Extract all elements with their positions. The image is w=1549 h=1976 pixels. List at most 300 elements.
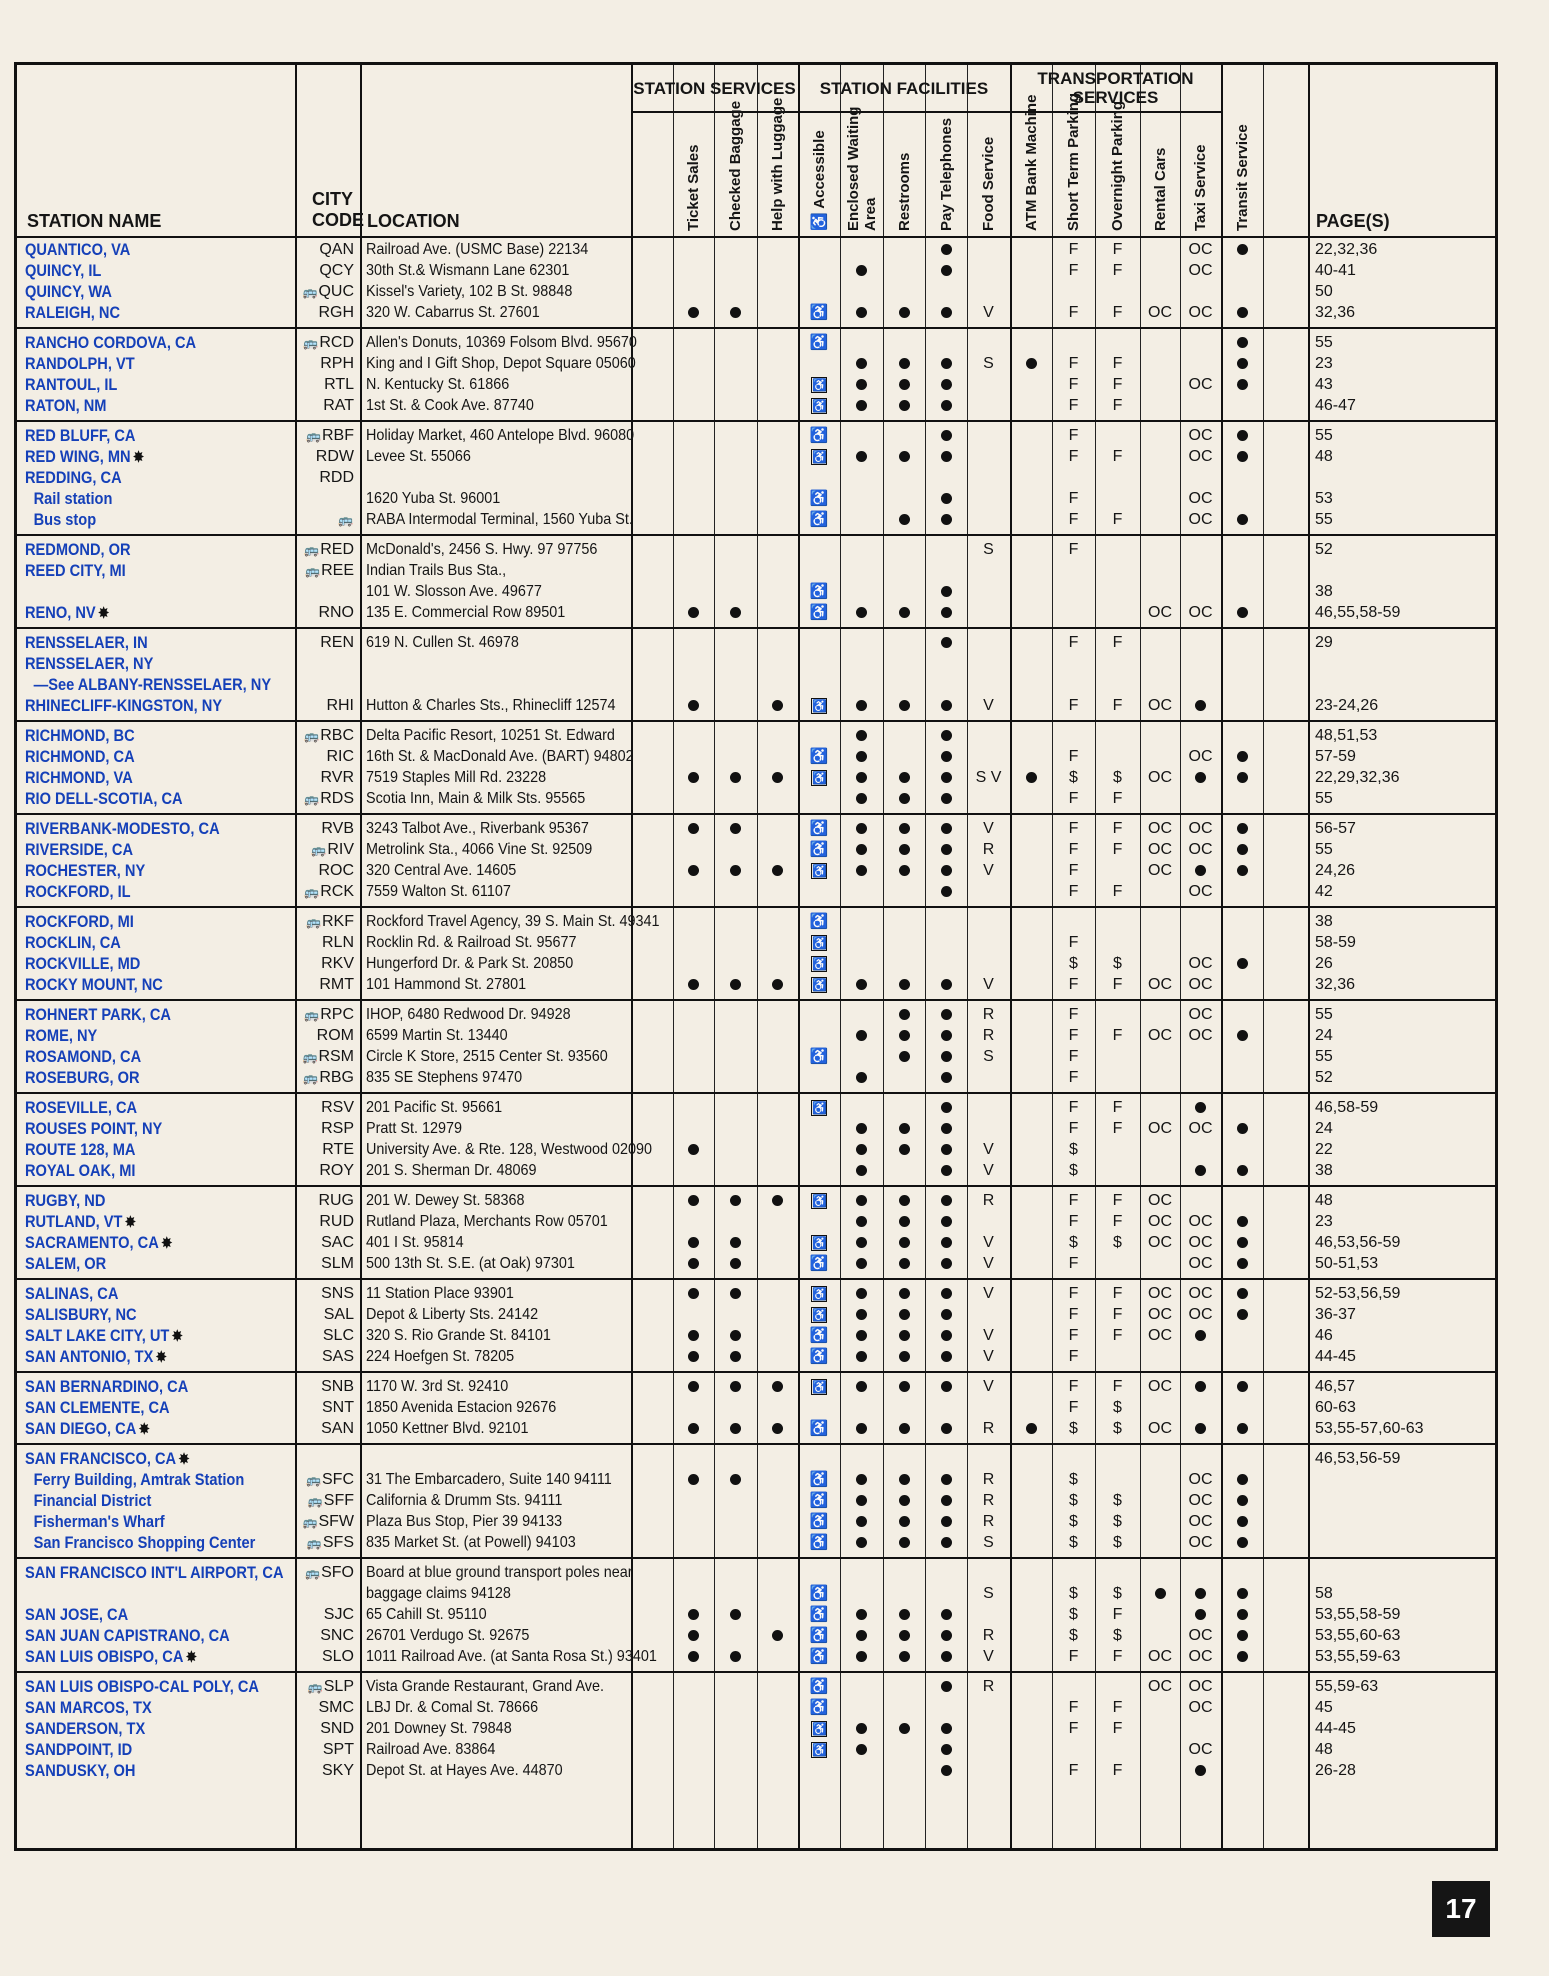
- service-mark: [925, 839, 967, 860]
- dot-icon: [1195, 1102, 1206, 1113]
- service-mark-text: $: [1069, 1234, 1078, 1251]
- dot-icon: [899, 793, 910, 804]
- station-name-text: San Francisco Shopping Center: [33, 1533, 256, 1552]
- table-row: [17, 1283, 1495, 1304]
- service-mark: [967, 695, 1010, 716]
- location: N. Kentucky St. 61866: [366, 376, 510, 393]
- service-mark-text: $: [1113, 1585, 1122, 1602]
- service-mark-text: OC: [1188, 427, 1213, 444]
- city-code: [299, 1097, 354, 1118]
- service-mark: [1052, 839, 1095, 860]
- service-mark: [1052, 446, 1095, 467]
- station-name-text: SAN MARCOS, TX: [25, 1698, 152, 1717]
- service-mark-text: $: [1113, 769, 1122, 786]
- city-code-text: RGH: [318, 304, 354, 321]
- service-mark: [840, 1232, 883, 1253]
- dot-icon: [941, 772, 952, 783]
- station-name-text: RIVERBANK-MODESTO, CA: [25, 819, 220, 838]
- dot-icon: [1237, 751, 1248, 762]
- service-mark: [1052, 1190, 1095, 1211]
- service-mark: [1180, 1376, 1221, 1397]
- service-mark-text: R: [982, 1192, 995, 1209]
- city-code: [299, 560, 354, 582]
- service-mark: [798, 1283, 840, 1304]
- service-mark: [798, 425, 840, 446]
- city-code-text: REE: [321, 562, 354, 579]
- table-row: [17, 932, 1495, 953]
- service-mark: [967, 1490, 1010, 1511]
- service-mark: [883, 1625, 925, 1646]
- station-name-text: SANDUSKY, OH: [25, 1761, 136, 1780]
- column-header: Restrooms: [895, 152, 913, 231]
- station-name-text: RALEIGH, NC: [25, 303, 121, 322]
- dot-icon: [899, 1609, 910, 1620]
- dot-icon: [856, 1165, 867, 1176]
- location: McDonald's, 2456 S. Hwy. 97 97756: [366, 541, 598, 558]
- service-mark: [883, 395, 925, 416]
- service-mark-text: F: [1112, 820, 1123, 837]
- service-mark: [840, 1604, 883, 1625]
- service-mark: [1095, 1760, 1140, 1781]
- service-mark: [840, 746, 883, 767]
- service-mark: [840, 1139, 883, 1160]
- dot-icon: [1237, 1630, 1248, 1641]
- service-mark: [798, 446, 840, 467]
- thruway-star-icon: ✸: [138, 1421, 150, 1438]
- service-mark: [840, 1469, 883, 1490]
- dot-icon: [941, 307, 952, 318]
- service-mark-text: V: [983, 304, 994, 321]
- service-mark-text: OC: [1148, 1648, 1172, 1665]
- service-mark: [1095, 1625, 1140, 1646]
- city-code: [299, 1418, 354, 1439]
- dot-icon: [730, 1330, 741, 1341]
- accessible-icon: ♿: [809, 1471, 829, 1488]
- service-mark: [840, 1025, 883, 1046]
- location: 500 13th St. S.E. (at Oak) 97301: [366, 1255, 575, 1272]
- dot-icon: [941, 1495, 952, 1506]
- station-name: [25, 1604, 128, 1625]
- table-row: [17, 395, 1495, 416]
- station-name: [25, 788, 183, 809]
- dot-icon: [1237, 1381, 1248, 1392]
- station-name: [25, 1532, 255, 1553]
- city-code-text: SMC: [318, 1699, 354, 1716]
- location: 835 Market St. (at Powell) 94103: [366, 1534, 576, 1551]
- dot-icon: [772, 979, 783, 990]
- pages: 48: [1315, 1192, 1333, 1209]
- accessible-icon: ♿: [809, 1627, 829, 1644]
- table-row: [17, 425, 1495, 446]
- dot-icon: [1195, 1165, 1206, 1176]
- service-mark-text: V: [983, 1648, 994, 1665]
- service-mark: [925, 1211, 967, 1232]
- service-mark-text: S: [983, 355, 994, 372]
- service-mark: [967, 1232, 1010, 1253]
- dot-icon: [941, 979, 952, 990]
- city-code: [299, 1118, 354, 1139]
- station-name: [25, 1190, 105, 1211]
- service-mark: [925, 881, 967, 902]
- service-mark: [714, 1604, 757, 1625]
- table-row: [17, 953, 1495, 974]
- dot-icon: [941, 1651, 952, 1662]
- dot-icon: [941, 1765, 952, 1776]
- table-row: [17, 1046, 1495, 1067]
- pages: 48: [1315, 1741, 1333, 1758]
- service-mark: [798, 1676, 840, 1697]
- service-mark: [1052, 302, 1095, 323]
- service-mark: [1140, 1232, 1180, 1253]
- dot-icon: [688, 1258, 699, 1269]
- fully-accessible-icon: ♿: [812, 864, 827, 878]
- service-mark-text: OC: [1188, 1513, 1213, 1530]
- station-name: [25, 1697, 152, 1718]
- dot-icon: [856, 1537, 867, 1548]
- service-mark-text: $: [1069, 769, 1078, 786]
- pages: 38: [1315, 913, 1333, 930]
- pages: 46-47: [1315, 397, 1356, 414]
- service-mark: [798, 332, 840, 353]
- service-mark: [1140, 1025, 1180, 1046]
- dot-icon: [856, 751, 867, 762]
- dot-icon: [856, 1630, 867, 1641]
- table-row: [17, 788, 1495, 809]
- column-header: Help with Luggage: [769, 97, 786, 231]
- station-name: [25, 860, 145, 881]
- service-mark: [840, 1718, 883, 1739]
- service-mark: [1052, 860, 1095, 881]
- service-mark-text: OC: [1188, 1648, 1213, 1665]
- service-mark-text: $: [1069, 1162, 1078, 1179]
- pages: 38: [1315, 583, 1333, 600]
- dot-icon: [941, 730, 952, 741]
- service-mark: [1052, 1118, 1095, 1139]
- service-mark-text: OC: [1148, 1120, 1172, 1137]
- dot-icon: [941, 1351, 952, 1362]
- city-code: [299, 1325, 354, 1346]
- table-row: [17, 746, 1495, 767]
- dot-icon: [856, 1144, 867, 1155]
- location: Railroad Ave. (USMC Base) 22134: [366, 241, 589, 258]
- service-mark: [925, 1232, 967, 1253]
- station-name-text: RENSSELAER, IN: [25, 633, 148, 652]
- bus-icon: 🚌: [307, 1680, 321, 1694]
- city-code-text: SAL: [323, 1306, 354, 1323]
- city-code: [299, 818, 354, 839]
- city-code-text: RDS: [320, 790, 354, 807]
- table-row: [17, 1697, 1495, 1718]
- station-name-text: QUINCY, WA: [25, 282, 112, 301]
- header-pages: PAGE(S): [1316, 211, 1390, 231]
- service-mark-text: OC: [1148, 1327, 1172, 1344]
- service-mark: [1140, 1118, 1180, 1139]
- dot-icon: [730, 1237, 741, 1248]
- table-row: [17, 1211, 1495, 1232]
- location: Railroad Ave. 83864: [366, 1741, 496, 1758]
- city-code-text: RBC: [320, 727, 354, 744]
- service-mark: [925, 1346, 967, 1367]
- service-mark: [840, 302, 883, 323]
- service-mark: [1221, 302, 1263, 323]
- service-mark: [1140, 1190, 1180, 1211]
- service-mark: [1180, 1511, 1221, 1532]
- accessible-icon: ♿: [809, 1606, 829, 1623]
- location: 1st St. & Cook Ave. 87740: [366, 397, 534, 414]
- service-mark: [925, 860, 967, 881]
- location: 1050 Kettner Blvd. 92101: [366, 1420, 529, 1437]
- service-mark: [673, 1418, 714, 1439]
- service-mark: [840, 839, 883, 860]
- pages: 55: [1315, 841, 1333, 858]
- service-mark-text: S: [983, 1534, 994, 1551]
- city-code-text: RVR: [320, 769, 354, 786]
- service-mark-text: F: [1112, 376, 1123, 393]
- city-code-text: QAN: [319, 241, 354, 258]
- service-mark: [1052, 374, 1095, 395]
- dot-icon: [1237, 1516, 1248, 1527]
- service-mark: [1095, 1490, 1140, 1511]
- service-mark: [1221, 374, 1263, 395]
- dot-icon: [688, 1630, 699, 1641]
- service-mark-text: S: [983, 1585, 994, 1602]
- service-mark-text: F: [1112, 397, 1123, 414]
- dot-icon: [1026, 358, 1037, 369]
- service-mark: [798, 1097, 840, 1118]
- service-mark-text: $: [1113, 1420, 1122, 1437]
- service-mark: [1180, 1418, 1221, 1439]
- service-mark-text: F: [1112, 1027, 1123, 1044]
- service-mark: [798, 1718, 840, 1739]
- location: Circle K Store, 2515 Center St. 93560: [366, 1048, 608, 1065]
- city-code-text: QUC: [318, 283, 354, 300]
- service-mark: [925, 695, 967, 716]
- location: 320 S. Rio Grande St. 84101: [366, 1327, 551, 1344]
- service-mark: [1180, 1097, 1221, 1118]
- service-mark: [798, 974, 840, 995]
- service-mark-text: OC: [1148, 1213, 1172, 1230]
- dot-icon: [856, 1195, 867, 1206]
- station-name-text: REDDING, CA: [25, 468, 122, 487]
- service-mark: [1221, 1211, 1263, 1232]
- station-name: [25, 1004, 171, 1025]
- table-row: [17, 581, 1495, 602]
- service-mark: [714, 1253, 757, 1274]
- city-code: [299, 1160, 354, 1181]
- dot-icon: [772, 772, 783, 783]
- service-mark: [1221, 1418, 1263, 1439]
- header-group: TRANSPORTATION SERVICES: [1037, 69, 1194, 107]
- service-mark: [840, 1067, 883, 1088]
- dot-icon: [772, 1381, 783, 1392]
- city-code: [299, 509, 354, 531]
- service-mark-text: $: [1069, 1585, 1078, 1602]
- location: Allen's Donuts, 10369 Folsom Blvd. 95670: [366, 334, 637, 351]
- service-mark: [1180, 1760, 1221, 1781]
- bus-icon: 🚌: [304, 729, 318, 743]
- service-mark: [1010, 767, 1052, 788]
- pages: 53,55-57,60-63: [1315, 1420, 1424, 1437]
- dot-icon: [941, 1744, 952, 1755]
- thruway-star-icon: ✸: [178, 1451, 190, 1468]
- accessible-icon: ♿: [809, 1648, 829, 1665]
- station-name: [25, 302, 120, 323]
- service-mark: [1095, 1376, 1140, 1397]
- city-code-text: RIC: [326, 748, 354, 765]
- service-mark: [714, 818, 757, 839]
- location: 224 Hoefgen St. 78205: [366, 1348, 515, 1365]
- service-mark: [883, 353, 925, 374]
- service-mark: [840, 602, 883, 623]
- service-mark-text: F: [1112, 634, 1123, 651]
- service-mark-text: F: [1068, 634, 1079, 651]
- table-row: [17, 467, 1495, 488]
- header-city-code: CITY CODE: [312, 189, 365, 230]
- section-rule: [17, 1278, 1495, 1280]
- service-mark: [1095, 632, 1140, 653]
- location: 401 I St. 95814: [366, 1234, 464, 1251]
- station-name: [25, 239, 130, 260]
- table-row: [17, 1190, 1495, 1211]
- column-header: Ticket Sales: [685, 144, 702, 231]
- pages: 32,36: [1315, 976, 1356, 993]
- pages: 53,55,58-59: [1315, 1606, 1401, 1623]
- thruway-star-icon: ✸: [98, 605, 110, 622]
- station-name: [25, 1253, 106, 1274]
- service-mark: [967, 1583, 1010, 1604]
- location: 201 Pacific St. 95661: [366, 1099, 503, 1116]
- service-mark: [1140, 302, 1180, 323]
- dot-icon: [856, 1309, 867, 1320]
- service-mark: [673, 1469, 714, 1490]
- service-mark-text: R: [982, 1513, 995, 1530]
- pages: 55: [1315, 427, 1333, 444]
- pages: 52: [1315, 1069, 1333, 1086]
- accessible-icon: ♿: [809, 490, 829, 507]
- location: Depot St. at Hayes Ave. 44870: [366, 1762, 563, 1779]
- section-rule: [17, 1557, 1495, 1559]
- station-name-text: RICHMOND, VA: [25, 768, 133, 787]
- service-mark: [840, 788, 883, 809]
- station-name: [25, 332, 196, 353]
- dot-icon: [856, 1288, 867, 1299]
- pages: 43: [1315, 376, 1333, 393]
- service-mark: [673, 302, 714, 323]
- station-name-text: —See ALBANY-RENSSELAER, NY: [33, 675, 272, 694]
- service-mark: [840, 818, 883, 839]
- service-mark: [1010, 1418, 1052, 1439]
- service-mark-text: F: [1112, 841, 1123, 858]
- city-code-text: ROY: [319, 1162, 354, 1179]
- service-mark: [1140, 695, 1180, 716]
- service-mark-text: F: [1068, 1648, 1079, 1665]
- service-mark: [798, 839, 840, 860]
- service-mark: [798, 488, 840, 509]
- service-mark: [798, 1376, 840, 1397]
- bus-icon: 🚌: [304, 885, 318, 899]
- service-mark-text: OC: [1148, 604, 1172, 621]
- table-row: [17, 374, 1495, 395]
- dot-icon: [856, 979, 867, 990]
- station-name-text: REED CITY, MI: [25, 561, 126, 580]
- service-mark: [1095, 1583, 1140, 1604]
- service-mark: [967, 1469, 1010, 1490]
- dot-icon: [1237, 1237, 1248, 1248]
- service-mark-text: $: [1113, 1513, 1122, 1530]
- service-mark: [798, 602, 840, 623]
- pages: 57-59: [1315, 748, 1356, 765]
- service-mark: [1180, 374, 1221, 395]
- pages: 53,55,59-63: [1315, 1648, 1401, 1665]
- service-mark-text: F: [1112, 1327, 1123, 1344]
- service-mark: [1095, 1118, 1140, 1139]
- station-name-text: ROHNERT PARK, CA: [25, 1005, 171, 1024]
- service-mark: [798, 1418, 840, 1439]
- station-name: [25, 1376, 188, 1397]
- location: University Ave. & Rte. 128, Westwood 02090: [366, 1141, 653, 1158]
- service-mark-text: V: [983, 1327, 994, 1344]
- service-mark-text: F: [1112, 1099, 1123, 1116]
- city-code-text: SND: [320, 1720, 354, 1737]
- service-mark: [1095, 1511, 1140, 1532]
- service-mark-text: F: [1112, 1762, 1123, 1779]
- service-mark: [1095, 1532, 1140, 1553]
- service-mark: [1095, 1418, 1140, 1439]
- dot-icon: [941, 823, 952, 834]
- dot-icon: [856, 358, 867, 369]
- service-mark: [1052, 1304, 1095, 1325]
- service-mark-text: OC: [1188, 1699, 1213, 1716]
- service-mark: [1095, 353, 1140, 374]
- service-mark: [1221, 839, 1263, 860]
- service-mark: [883, 1718, 925, 1739]
- city-code-text: SAC: [321, 1234, 354, 1251]
- service-mark: [714, 1283, 757, 1304]
- service-mark: [714, 1325, 757, 1346]
- station-name: [25, 1739, 132, 1760]
- station-name-text: SAN BERNARDINO, CA: [25, 1377, 189, 1396]
- service-mark: [714, 1376, 757, 1397]
- service-mark: [1180, 602, 1221, 623]
- service-mark: [1052, 1025, 1095, 1046]
- thruway-star-icon: ✸: [125, 1214, 136, 1231]
- service-mark: [1221, 1160, 1263, 1181]
- dot-icon: [941, 514, 952, 525]
- service-mark-text: OC: [1188, 1741, 1213, 1758]
- dot-icon: [856, 1216, 867, 1227]
- service-mark: [1095, 974, 1140, 995]
- service-mark: [925, 1118, 967, 1139]
- service-mark: [798, 1511, 840, 1532]
- service-mark: [925, 725, 967, 746]
- service-mark: [967, 1160, 1010, 1181]
- service-mark: [1140, 767, 1180, 788]
- service-mark: [1140, 1583, 1180, 1604]
- station-name-text: RUTLAND, VT: [25, 1212, 123, 1231]
- dot-icon: [856, 1237, 867, 1248]
- service-mark: [1221, 1604, 1263, 1625]
- dot-icon: [941, 1309, 952, 1320]
- column-header: Taxi Service: [1192, 144, 1209, 231]
- service-mark: [1052, 509, 1095, 530]
- service-mark-text: OC: [1188, 604, 1213, 621]
- accessible-icon: ♿: [809, 1048, 829, 1065]
- city-code: [299, 446, 354, 467]
- dot-icon: [899, 1423, 910, 1434]
- service-mark: [673, 1283, 714, 1304]
- pages: 26-28: [1315, 1762, 1356, 1779]
- dot-icon: [941, 379, 952, 390]
